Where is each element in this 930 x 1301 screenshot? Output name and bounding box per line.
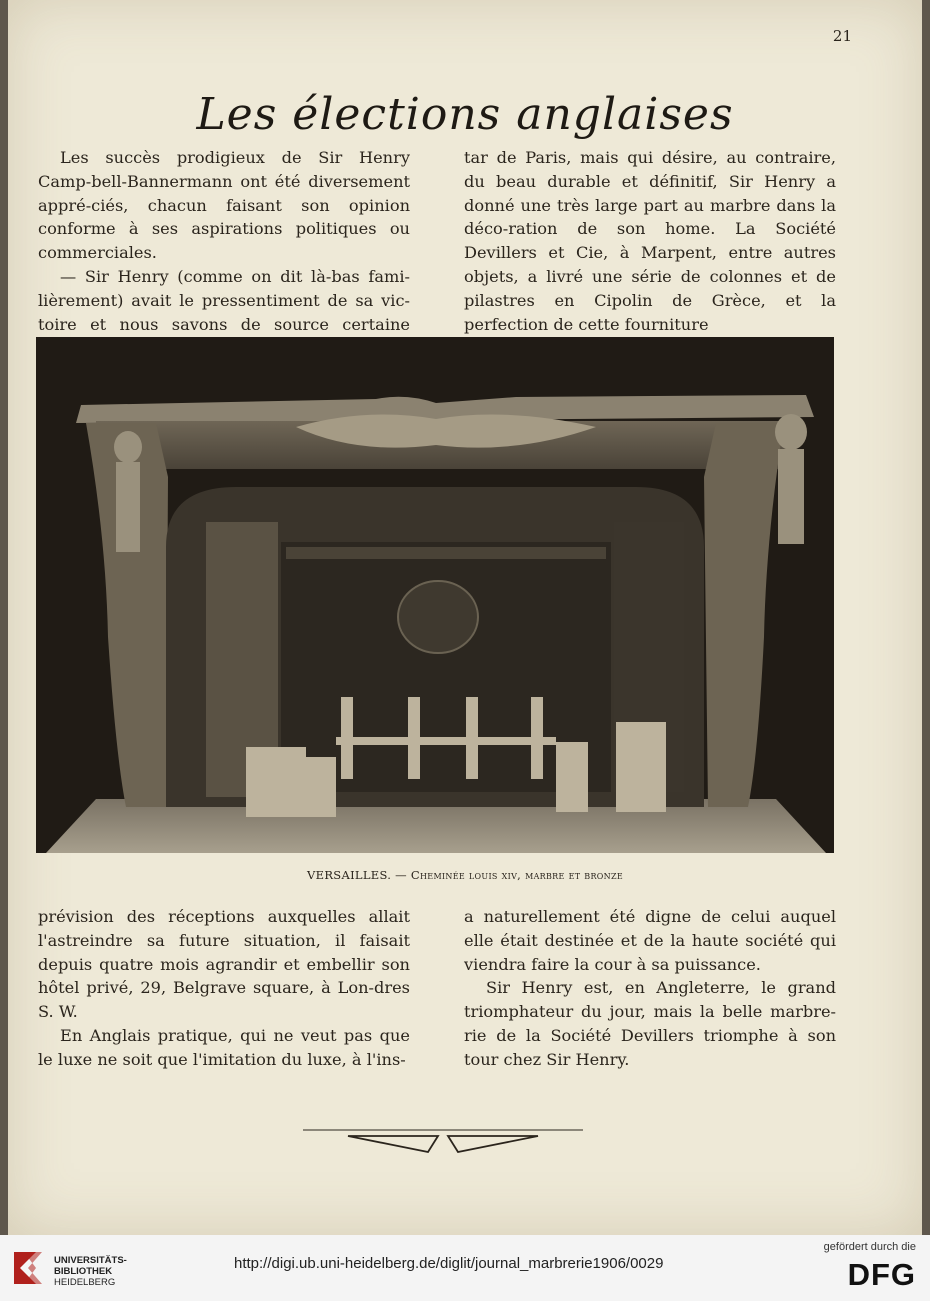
paragraph: a naturellement été digne de celui auquel elle était destinée et de la haute société qui viendra faire la cour à sa puissance. bbox=[464, 907, 836, 974]
digitization-footer bbox=[0, 1235, 930, 1301]
text-column-bottom-right bbox=[464, 905, 836, 1072]
text-column-top-left bbox=[38, 146, 410, 360]
fireplace-photo bbox=[36, 337, 834, 853]
caption-text: — Cheminée louis xiv, marbre et bronze bbox=[391, 868, 623, 882]
funded-by-label: gefördert durch die bbox=[823, 1241, 916, 1253]
paragraph: En Anglais pratique, qui ne veut pas que le luxe ne soit que l'imitation du luxe, à l'ins- bbox=[38, 1025, 410, 1069]
text-column-bottom-left bbox=[38, 905, 410, 1072]
library-emblem-icon bbox=[10, 1248, 46, 1288]
page-number: 21 bbox=[832, 27, 852, 45]
end-ornament bbox=[303, 1128, 583, 1162]
paragraph: prévision des réceptions auxquelles allait l'astreindre sa future situation, il faisait depuis quatre mois agrandir et embellir son hôtel privé, 29, Belgrave square, à Lon-dres S. W. bbox=[38, 907, 410, 1022]
library-line: UNIVERSITÄTS- bbox=[54, 1255, 127, 1266]
library-logo bbox=[10, 1248, 210, 1288]
library-name bbox=[54, 1255, 127, 1288]
text-column-top-right bbox=[464, 146, 836, 336]
paragraph: tar de Paris, mais qui désire, au contraire, du beau durable et définitif, Sir Henry a donné une très large part au marbre dans la déco-ration de son home. La Société Devillers et Cie, à Marpent, entre autres objets, a livré une série de colonnes et de pilastres en Cipolin de Grèce, et la perfection de cette fourniture bbox=[464, 148, 836, 334]
fireplace-illustration bbox=[36, 337, 834, 853]
paragraph: — Sir Henry (comme on dit là-bas fami-lièrement) avait le pressentiment de sa vic-toire et nous savons de source certaine bbox=[38, 266, 410, 334]
library-line: BIBLIOTHEK bbox=[54, 1266, 113, 1277]
library-line: HEIDELBERG bbox=[54, 1277, 116, 1288]
permalink-url[interactable]: http://digi.ub.uni-heidelberg.de/diglit/journal_marbrerie1906/0029 bbox=[234, 1255, 664, 1272]
journal-page bbox=[8, 0, 922, 1235]
dfg-logo: DFG bbox=[847, 1257, 916, 1292]
paragraph: Sir Henry est, en Angleterre, le grand triomphateur du jour, mais la belle marbre-rie de la Société Devillers triomphe à son tour chez Sir Henry. bbox=[464, 978, 836, 1069]
figure-caption bbox=[8, 868, 922, 882]
paragraph: Les succès prodigieux de Sir Henry Camp-bell-Bannermann ont été diversement appré-ciés, chacun faisant son opinion conforme à ses aspirations politiques ou commerciales. bbox=[38, 148, 410, 263]
caption-place: VERSAILLES. bbox=[307, 868, 392, 882]
article-title: Les élections anglaises bbox=[196, 89, 734, 141]
